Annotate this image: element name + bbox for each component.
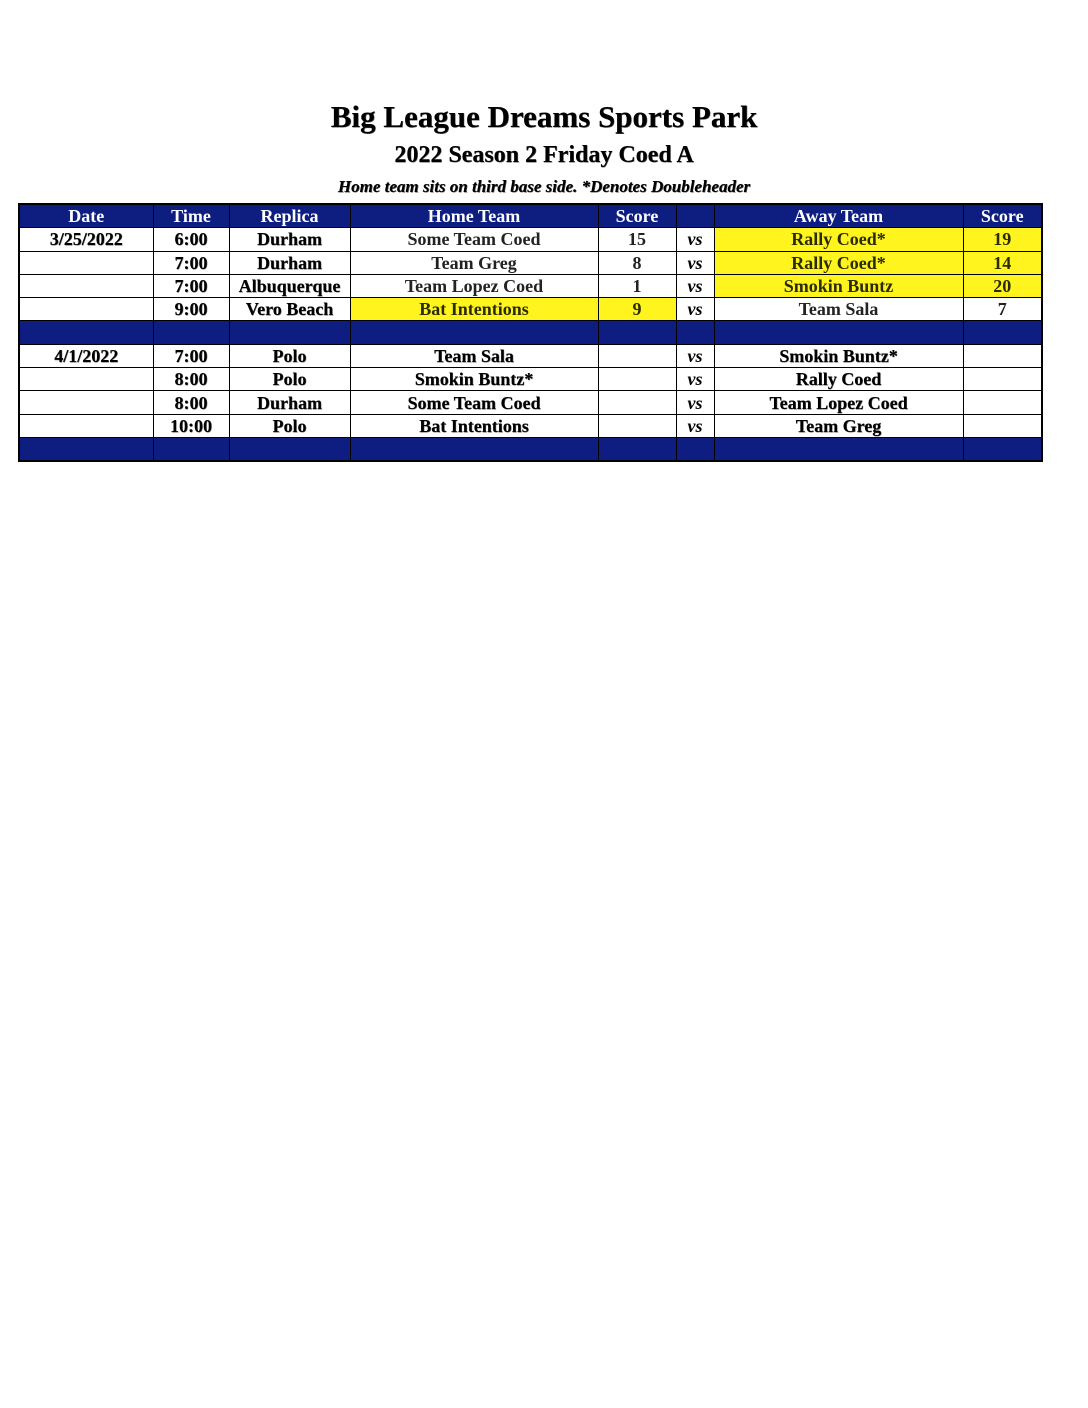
separator-cell [963, 437, 1042, 461]
home-team: Some Team Coed [350, 391, 598, 414]
away-score [963, 414, 1042, 437]
game-replica: Polo [229, 414, 350, 437]
page-subtitle: 2022 Season 2 Friday Coed A [394, 142, 694, 168]
week-separator-row [19, 321, 1042, 344]
table-row [19, 368, 1042, 391]
separator-cell [229, 437, 350, 461]
home-team: Team Greg [350, 251, 598, 274]
game-replica: Durham [229, 391, 350, 414]
away-score [963, 344, 1042, 367]
game-replica: Polo [229, 368, 350, 391]
page-title: Big League Dreams Sports Park [330, 99, 758, 134]
separator-cell [598, 437, 676, 461]
home-score [598, 344, 676, 367]
separator-cell [19, 437, 153, 461]
vs-label: vs [676, 274, 714, 297]
game-date: 3/25/2022 [19, 228, 153, 251]
away-team: Team Lopez Coed [714, 391, 963, 414]
game-replica: Durham [229, 228, 350, 251]
game-date [19, 251, 153, 274]
home-score: 9 [598, 298, 676, 321]
col-header-away-score: Score [963, 204, 1042, 228]
away-score: 20 [963, 274, 1042, 297]
table-header-row [19, 204, 1042, 228]
separator-cell [19, 321, 153, 344]
separator-cell [714, 437, 963, 461]
col-header-time: Time [153, 204, 229, 228]
vs-label: vs [676, 368, 714, 391]
separator-cell [350, 437, 598, 461]
away-score: 19 [963, 228, 1042, 251]
game-date: 4/1/2022 [19, 344, 153, 367]
away-score: 14 [963, 251, 1042, 274]
table-row [19, 274, 1042, 297]
vs-label: vs [676, 391, 714, 414]
game-replica: Durham [229, 251, 350, 274]
table-row [19, 251, 1042, 274]
separator-cell [676, 437, 714, 461]
separator-cell [350, 321, 598, 344]
table-row [19, 298, 1042, 321]
away-team: Team Greg [714, 414, 963, 437]
separator-cell [963, 321, 1042, 344]
home-score [598, 391, 676, 414]
home-score: 8 [598, 251, 676, 274]
separator-cell [676, 321, 714, 344]
table-row [19, 414, 1042, 437]
away-team: Smokin Buntz* [714, 344, 963, 367]
game-time: 6:00 [153, 228, 229, 251]
game-time: 10:00 [153, 414, 229, 437]
home-team: Smokin Buntz* [350, 368, 598, 391]
col-header-vs [676, 204, 714, 228]
game-time: 7:00 [153, 251, 229, 274]
game-time: 8:00 [153, 391, 229, 414]
away-team: Rally Coed* [714, 251, 963, 274]
game-date [19, 414, 153, 437]
vs-label: vs [676, 344, 714, 367]
separator-cell [229, 321, 350, 344]
schedule-note: Home team sits on third base side. *Denotes Doubleheader [337, 177, 751, 196]
vs-label: vs [676, 251, 714, 274]
game-date [19, 368, 153, 391]
away-team: Team Sala [714, 298, 963, 321]
game-replica: Vero Beach [229, 298, 350, 321]
home-score [598, 414, 676, 437]
vs-label: vs [676, 228, 714, 251]
game-time: 9:00 [153, 298, 229, 321]
table-row [19, 344, 1042, 367]
away-score [963, 391, 1042, 414]
home-team: Team Sala [350, 344, 598, 367]
game-date [19, 298, 153, 321]
home-score: 15 [598, 228, 676, 251]
game-date [19, 274, 153, 297]
col-header-home-score: Score [598, 204, 676, 228]
home-team: Bat Intentions [350, 414, 598, 437]
away-score: 7 [963, 298, 1042, 321]
game-time: 8:00 [153, 368, 229, 391]
game-replica: Polo [229, 344, 350, 367]
away-team: Rally Coed* [714, 228, 963, 251]
separator-cell [714, 321, 963, 344]
away-score [963, 368, 1042, 391]
game-time: 7:00 [153, 344, 229, 367]
away-team: Smokin Buntz [714, 274, 963, 297]
separator-cell [598, 321, 676, 344]
game-replica: Albuquerque [229, 274, 350, 297]
vs-label: vs [676, 298, 714, 321]
schedule-table [18, 203, 1043, 462]
col-header-home-team: Home Team [350, 204, 598, 228]
separator-cell [153, 321, 229, 344]
game-date [19, 391, 153, 414]
home-team: Team Lopez Coed [350, 274, 598, 297]
col-header-away-team: Away Team [714, 204, 963, 228]
table-row [19, 228, 1042, 251]
col-header-replica: Replica [229, 204, 350, 228]
week-separator-row [19, 437, 1042, 461]
home-team: Bat Intentions [350, 298, 598, 321]
game-time: 7:00 [153, 274, 229, 297]
vs-label: vs [676, 414, 714, 437]
home-score: 1 [598, 274, 676, 297]
home-team: Some Team Coed [350, 228, 598, 251]
table-row [19, 391, 1042, 414]
separator-cell [153, 437, 229, 461]
home-score [598, 368, 676, 391]
col-header-date: Date [19, 204, 153, 228]
away-team: Rally Coed [714, 368, 963, 391]
